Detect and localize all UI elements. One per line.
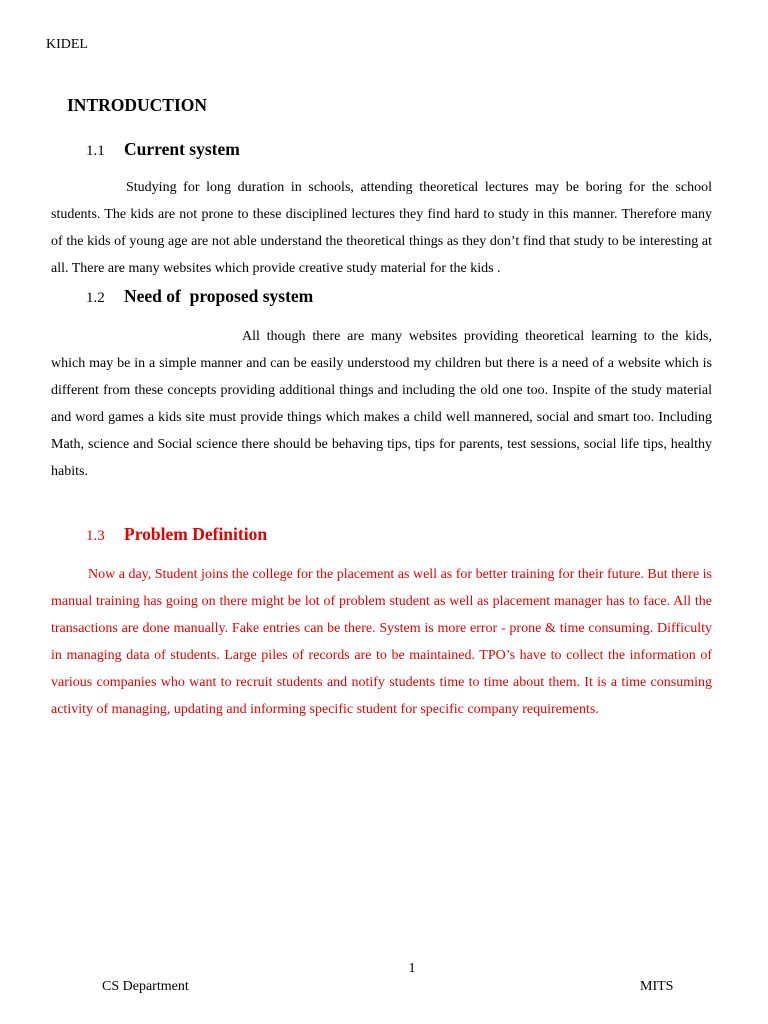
header-label: KIDEL xyxy=(46,37,88,52)
section-body-proposed-system: All though there are many websites providing theoretical learning to the kids, which may be in a simple manner and can be easily understood my children but there is a need of a website which is different from these concepts providing additional things and including the old one too. Inspite of the study material and word games a kids site must provide things which makes a child well mannered, social and smart too. Including Math, science and Social science there should be behaving tips, tips for parents, test sessions, social life tips, healthy habits. xyxy=(51,329,712,479)
section-heading-problem-definition xyxy=(86,523,267,547)
section-body-current-system: Studying for long duration in schools, attending theoretical lectures may be boring for the school students. The kids are not prone to these disciplined lectures they find hard to study in this manner. Therefore many of the kids of young age are not able understand the theoretical things as they don’t find that study to be interesting at all. There are many websites which provide creative study material for the kids . xyxy=(51,180,712,276)
section-heading-proposed-system xyxy=(86,285,313,309)
section-number: 1.2 xyxy=(86,290,105,306)
section-number: 1.3 xyxy=(86,528,105,544)
chapter-title: INTRODUCTION xyxy=(67,95,208,115)
footer-institution: MITS xyxy=(640,979,674,994)
section-body-problem-definition: Now a day, Student joins the college for the placement as well as for better training for their future. But there is manual training has going on there might be lot of problem student as well as placement manager has to face. All the transactions are done manually. Fake entries can be there. System is more error - prone & time consuming. Difficulty in managing data of students. Large piles of records are to be maintained. TPO’s have to collect the information of various companies who want to recruit students and notify students time to time about them. It is a time consuming activity of managing, updating and informing specific student for specific company requirements. xyxy=(51,567,712,717)
page-number: 1 xyxy=(408,961,416,976)
footer-department: CS Department xyxy=(102,979,189,994)
section-title: Problem Definition xyxy=(124,524,268,544)
section-title: Current system xyxy=(124,139,240,159)
section-heading-current-system xyxy=(86,138,240,162)
section-title: Need of proposed system xyxy=(124,286,314,306)
section-number: 1.1 xyxy=(86,143,105,159)
